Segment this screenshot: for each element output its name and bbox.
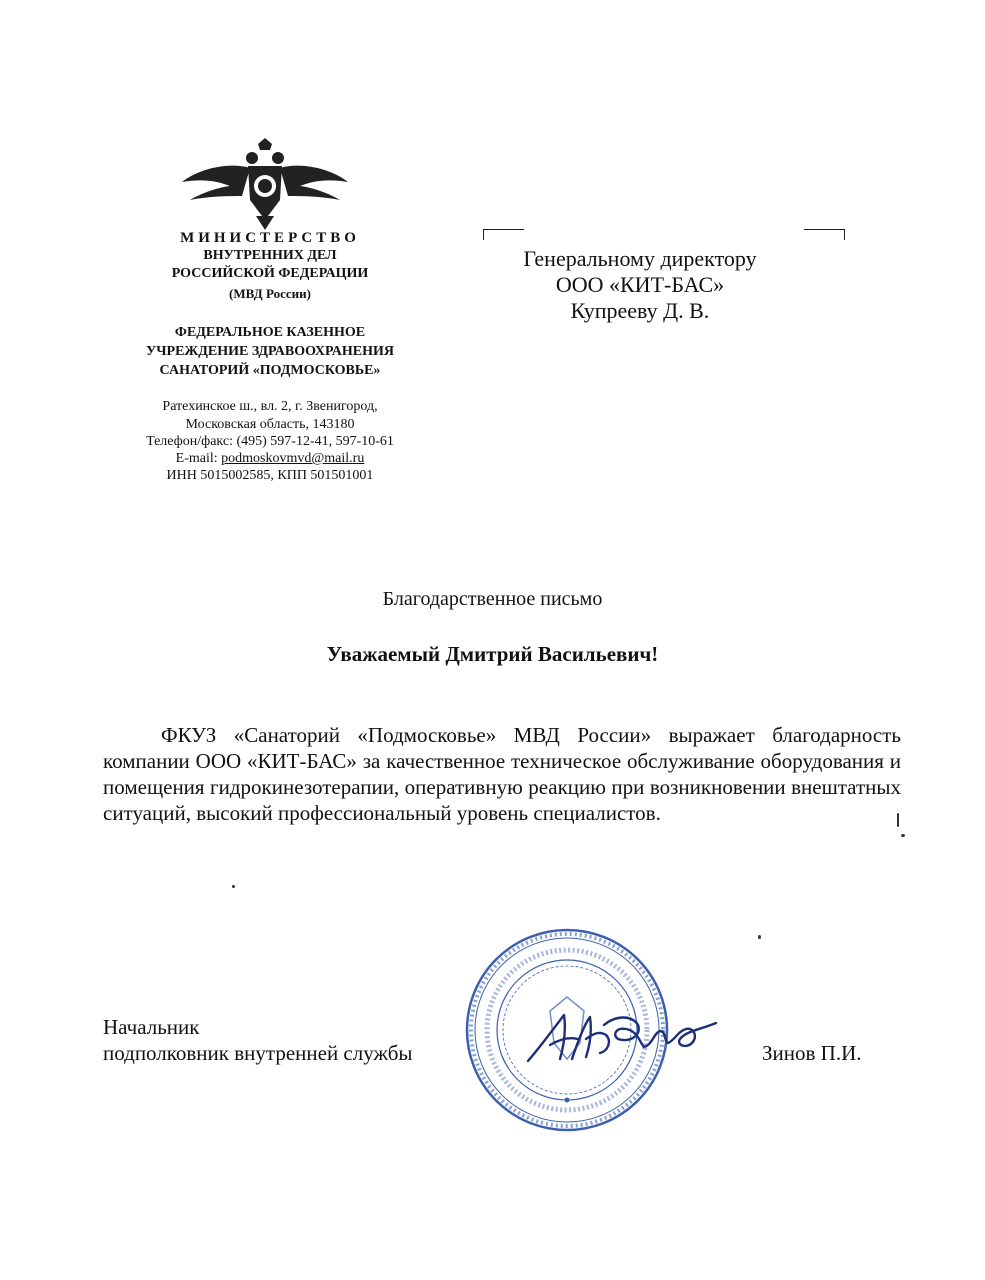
address-line2: Московская область, 143180	[185, 417, 355, 432]
ministry-name-line2: ВНУТРЕННИХ ДЕЛ	[203, 248, 337, 263]
addressee-corner-right	[804, 229, 845, 240]
scan-speck	[897, 813, 899, 827]
inn-kpp: ИНН 5015002585, КПП 501501001	[166, 468, 374, 483]
salutation: Уважаемый Дмитрий Васильевич!	[326, 642, 659, 666]
signatory-position: Начальник	[103, 1015, 200, 1039]
double-headed-eagle-emblem	[180, 138, 350, 230]
scan-speck	[232, 885, 235, 888]
address-line1: Ратехинское ш., вл. 2, г. Звенигород,	[162, 399, 378, 414]
email-link[interactable]: podmoskovmvd@mail.ru	[221, 451, 365, 466]
recipient-position: Генеральному директору	[523, 246, 757, 271]
organization-line3: САНАТОРИЙ «ПОДМОСКОВЬЕ»	[159, 363, 381, 378]
scan-speck	[758, 935, 761, 939]
phone-fax: Телефон/факс: (495) 597-12-41, 597-10-61	[146, 434, 394, 449]
email-label: E-mail:	[175, 451, 222, 466]
recipient-company: ООО «КИТ-БАС»	[555, 272, 725, 297]
signatory-name: Зинов П.И.	[762, 1041, 862, 1065]
letter-body: ФКУЗ «Санаторий «Подмосковье» МВД России» выражает благодарность компании ООО «КИТ-БАС» за качественное техническое обслуживание оборудования и помещения гидрокинезотерапии, оперативную реакцию при возникновении внештатных ситуаций, высокий профессиональный уровень специалистов.	[103, 723, 901, 825]
ministry-name-line3: РОССИЙСКОЙ ФЕДЕРАЦИИ	[171, 266, 369, 281]
organization-line2: УЧРЕЖДЕНИЕ ЗДРАВООХРАНЕНИЯ	[145, 344, 395, 359]
addressee-corner-left	[483, 229, 524, 240]
scan-speck	[901, 834, 905, 837]
ministry-abbrev: (МВД России)	[229, 286, 311, 301]
ministry-name-line1: МИНИСТЕРСТВО	[180, 230, 360, 246]
handwritten-signature	[520, 995, 720, 1075]
organization-line1: ФЕДЕРАЛЬНОЕ КАЗЕННОЕ	[174, 325, 366, 340]
signatory-rank: подполковник внутренней службы	[103, 1041, 413, 1065]
recipient-name: Купрееву Д. В.	[570, 298, 710, 323]
email-line	[90, 450, 450, 467]
letter-title: Благодарственное письмо	[382, 588, 603, 610]
